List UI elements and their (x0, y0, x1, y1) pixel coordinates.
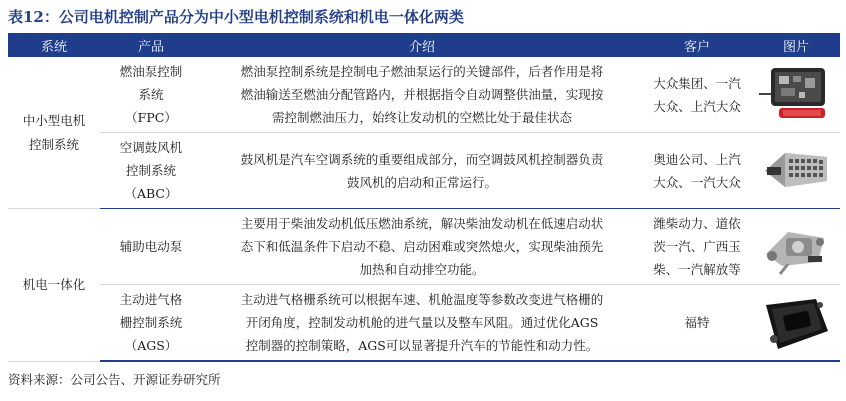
product-line: （AGS） (124, 338, 178, 353)
intro-line: 鼓风机的启动和正常运行。 (346, 174, 497, 190)
product-cell (100, 57, 202, 133)
client-line: 大众集团、一汽 (653, 75, 741, 91)
product-line: （ABC） (124, 186, 178, 201)
intro-cell (202, 133, 642, 209)
intro-line: 态下和低温条件下启动不稳、启动困难或突然熄火，实现柴油预先 (240, 239, 604, 254)
intro-cell (202, 209, 642, 285)
intro-line: 开闭角度，控制发动机舱的进气量以及整车风阻。通过优化AGS (245, 315, 599, 330)
product-line: 燃油泵控制 (119, 64, 183, 79)
product-line: 系统 (138, 87, 164, 102)
client-cell (642, 57, 752, 133)
auxiliary-pump-photo (752, 209, 840, 285)
product-line: 栅控制系统 (119, 315, 183, 330)
table-row (8, 57, 840, 133)
intro-line: 控制器的控制策略，AGS可以显著提升汽车的节能性和动力性。 (245, 338, 599, 353)
product-cell (100, 209, 202, 285)
intro-line: 主动进气格栅系统可以根据车速、机舱温度等参数改变进气格栅的 (240, 292, 604, 307)
system-label: 机电一体化 (22, 276, 86, 292)
client-line: 福特 (684, 315, 710, 330)
client-cell (642, 285, 752, 362)
intro-line: 燃油泵控制系统是控制电子燃油泵运行的关键部件，后者作用是将 (240, 64, 604, 79)
ags-actuator-photo (752, 285, 840, 362)
client-line: 大众、上汽大众 (653, 98, 741, 114)
table-row (8, 209, 840, 285)
intro-line: 需控制燃油压力，始终让发动机的空燃比处于最佳状态 (271, 110, 572, 125)
table-title: 表12：公司电机控制产品分为中小型电机控制系统和机电一体化两类 (8, 8, 464, 26)
client-cell (642, 209, 752, 285)
product-table (8, 33, 840, 362)
intro-cell (202, 285, 642, 362)
client-line: 奥迪公司、上汽 (653, 151, 741, 167)
client-line: 大众、一汽大众 (653, 174, 741, 190)
client-line: 柴、一汽解放等 (653, 262, 741, 277)
system-cell (8, 209, 100, 362)
header-client: 客户 (642, 33, 752, 57)
product-line: （FPC） (125, 110, 177, 125)
intro-line: 鼓风机是汽车空调系统的重要组成部分，而空调鼓风机控制器负责 (240, 151, 604, 167)
intro-line: 主要用于柴油发动机低压燃油系统，解决柴油发动机在低速启动状 (240, 216, 604, 231)
source-note: 资料来源：公司公告、开源证券研究所 (8, 372, 221, 387)
intro-line: 燃油输送至燃油分配管路内，并根据指令自动调整供油量，实现按 (240, 87, 604, 102)
product-cell (100, 285, 202, 362)
product-line: 辅助电动泵 (119, 239, 183, 254)
fpc-controller-photo (752, 57, 840, 133)
product-cell (100, 133, 202, 209)
product-line: 主动进气格 (119, 292, 183, 307)
intro-line: 加热和自动排空功能。 (359, 262, 485, 277)
system-label: 中小型电机控制系统 (22, 112, 86, 152)
client-line: 潍柴动力、道依 (653, 216, 741, 231)
system-cell (8, 57, 100, 209)
table-row (8, 133, 840, 209)
table-row (8, 285, 840, 362)
product-line: 空调鼓风机 (119, 140, 183, 155)
product-line: 控制系统 (125, 163, 176, 178)
intro-cell (202, 57, 642, 133)
header-product: 产品 (100, 33, 202, 57)
header-intro: 介绍 (202, 33, 642, 57)
abc-controller-photo (752, 133, 840, 209)
client-cell (642, 133, 752, 209)
table-header-row (8, 33, 840, 57)
header-picture: 图片 (752, 33, 840, 57)
client-line: 茨一汽、广西玉 (653, 239, 741, 254)
header-system: 系统 (8, 33, 100, 57)
